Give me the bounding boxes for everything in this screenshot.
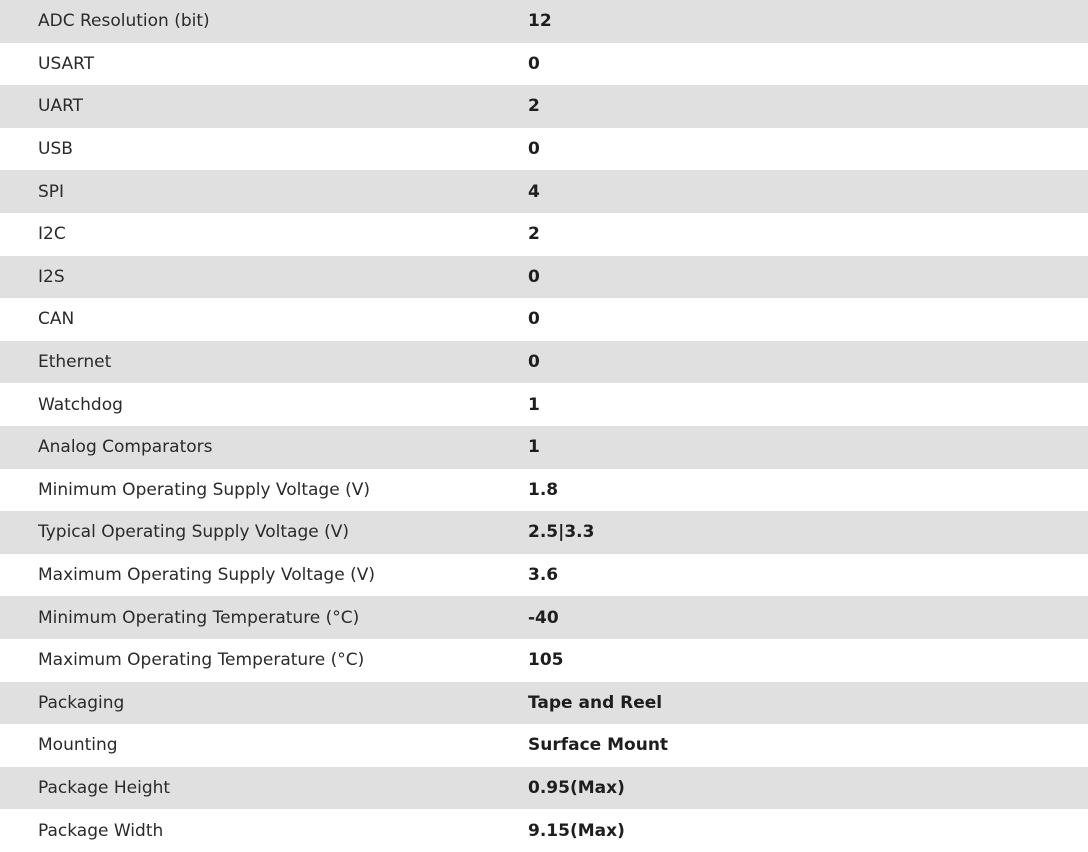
spec-row-watchdog	[0, 383, 1088, 426]
spec-name: USART	[38, 53, 95, 74]
spec-value: 0	[528, 53, 540, 74]
spec-name: Package Height	[38, 777, 171, 798]
spec-row-ethernet	[0, 341, 1088, 384]
spec-value: 0	[528, 139, 540, 160]
spec-row-i2c	[0, 213, 1088, 256]
spec-value: 105	[528, 650, 564, 671]
spec-name: Analog Comparators	[38, 437, 213, 458]
spec-row-min-temperature	[0, 596, 1088, 639]
spec-value: 1.8	[528, 479, 559, 500]
spec-value: -40	[528, 607, 559, 628]
spec-name: UART	[38, 96, 84, 117]
spec-value: 9.15(Max)	[528, 820, 625, 841]
spec-row-mounting	[0, 724, 1088, 767]
spec-value: Surface Mount	[528, 735, 669, 756]
spec-value: 0	[528, 309, 540, 330]
spec-name: SPI	[38, 181, 65, 202]
spec-name: Minimum Operating Temperature (°C)	[38, 607, 360, 628]
spec-value: 2	[528, 96, 540, 117]
spec-row-usb	[0, 128, 1088, 171]
spec-value: 0.95(Max)	[528, 777, 625, 798]
spec-value: 1	[528, 437, 540, 458]
spec-name: I2C	[38, 224, 66, 245]
spec-row-max-supply-voltage	[0, 554, 1088, 597]
spec-row-package-height	[0, 767, 1088, 810]
spec-row-usart	[0, 43, 1088, 86]
spec-name: I2S	[38, 266, 65, 287]
spec-row-adc-resolution	[0, 0, 1088, 43]
spec-name: Watchdog	[38, 394, 123, 415]
spec-name: ADC Resolution (bit)	[38, 11, 210, 32]
spec-value: 0	[528, 266, 540, 287]
spec-row-package-width	[0, 809, 1088, 852]
spec-row-i2s	[0, 256, 1088, 299]
spec-row-typ-supply-voltage	[0, 511, 1088, 554]
spec-name: USB	[38, 139, 73, 160]
spec-value: 0	[528, 352, 540, 373]
spec-value: 4	[528, 181, 540, 202]
spec-name: Minimum Operating Supply Voltage (V)	[38, 479, 370, 500]
spec-row-max-temperature	[0, 639, 1088, 682]
spec-value: 3.6	[528, 565, 559, 586]
spec-value: 1	[528, 394, 540, 415]
spec-row-min-supply-voltage	[0, 469, 1088, 512]
spec-value: 2.5|3.3	[528, 522, 595, 543]
spec-value: 2	[528, 224, 540, 245]
spec-name: Packaging	[38, 692, 125, 713]
spec-name: Ethernet	[38, 352, 112, 373]
spec-row-spi	[0, 170, 1088, 213]
spec-name: CAN	[38, 309, 75, 330]
spec-value: Tape and Reel	[528, 692, 663, 713]
spec-row-can	[0, 298, 1088, 341]
spec-name: Maximum Operating Temperature (°C)	[38, 650, 365, 671]
spec-name: Package Width	[38, 820, 164, 841]
spec-value: 12	[528, 11, 552, 32]
spec-name: Typical Operating Supply Voltage (V)	[38, 522, 349, 543]
spec-name: Mounting	[38, 735, 118, 756]
spec-row-analog-comparators	[0, 426, 1088, 469]
spec-row-uart	[0, 85, 1088, 128]
spec-row-packaging	[0, 682, 1088, 725]
spec-name: Maximum Operating Supply Voltage (V)	[38, 565, 375, 586]
